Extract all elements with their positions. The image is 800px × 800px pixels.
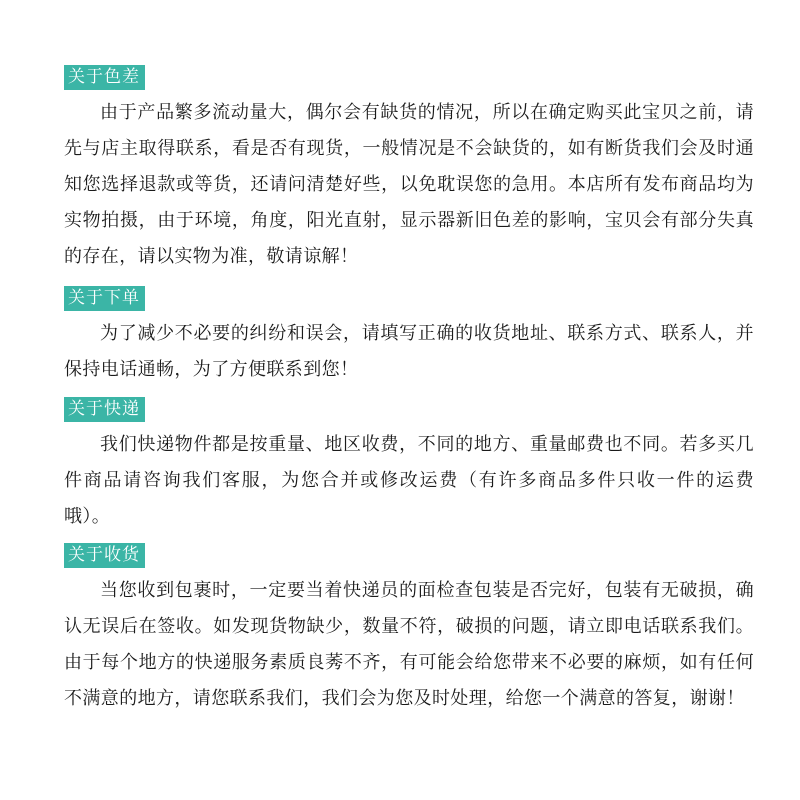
section-ordering (64, 286, 754, 388)
section-express-delivery (64, 397, 754, 535)
section-body-text: 当您收到包裹时，一定要当着快递员的面检查包装是否完好，包装有无破损，确认无误后在签收。如发现货物缺少，数量不符，破损的问题，请立即电话联系我们。由于每个地方的快递服务素质良莠不齐，有可能会给您带来不必要的麻烦，如有任何不满意的地方，请您联系我们，我们会为您及时处理，给您一个满意的答复，谢谢！ (64, 580, 754, 709)
section-title-tag: 关于收货 (64, 543, 145, 568)
section-title-tag: 关于下单 (64, 286, 145, 311)
section-body-text: 由于产品繁多流动量大，偶尔会有缺货的情况，所以在确定购买此宝贝之前，请先与店主取得联系，看是否有现货，一般情况是不会缺货的，如有断货我们会及时通知您选择退款或等货，还请问清楚好些，以免耽误您的急用。本店所有发布商品均为实物拍摄，由于环境，角度，阳光直射，显示器新旧色差的影响，宝贝会有部分失真的存在，请以实物为准，敬请谅解！ (64, 102, 754, 267)
section-title-tag: 关于快递 (64, 397, 145, 422)
section-color-difference (64, 65, 754, 275)
section-receiving-goods (64, 543, 754, 717)
section-title-tag: 关于色差 (64, 65, 145, 90)
section-body-text: 为了减少不必要的纠纷和误会，请填写正确的收货地址、联系方式、联系人，并保持电话通畅，为了方便联系到您！ (64, 323, 754, 380)
section-body-text: 我们快递物件都是按重量、地区收费，不同的地方、重量邮费也不同。若多买几件商品请咨询我们客服，为您合并或修改运费（有许多商品多件只收一件的运费哦）。 (64, 434, 754, 527)
